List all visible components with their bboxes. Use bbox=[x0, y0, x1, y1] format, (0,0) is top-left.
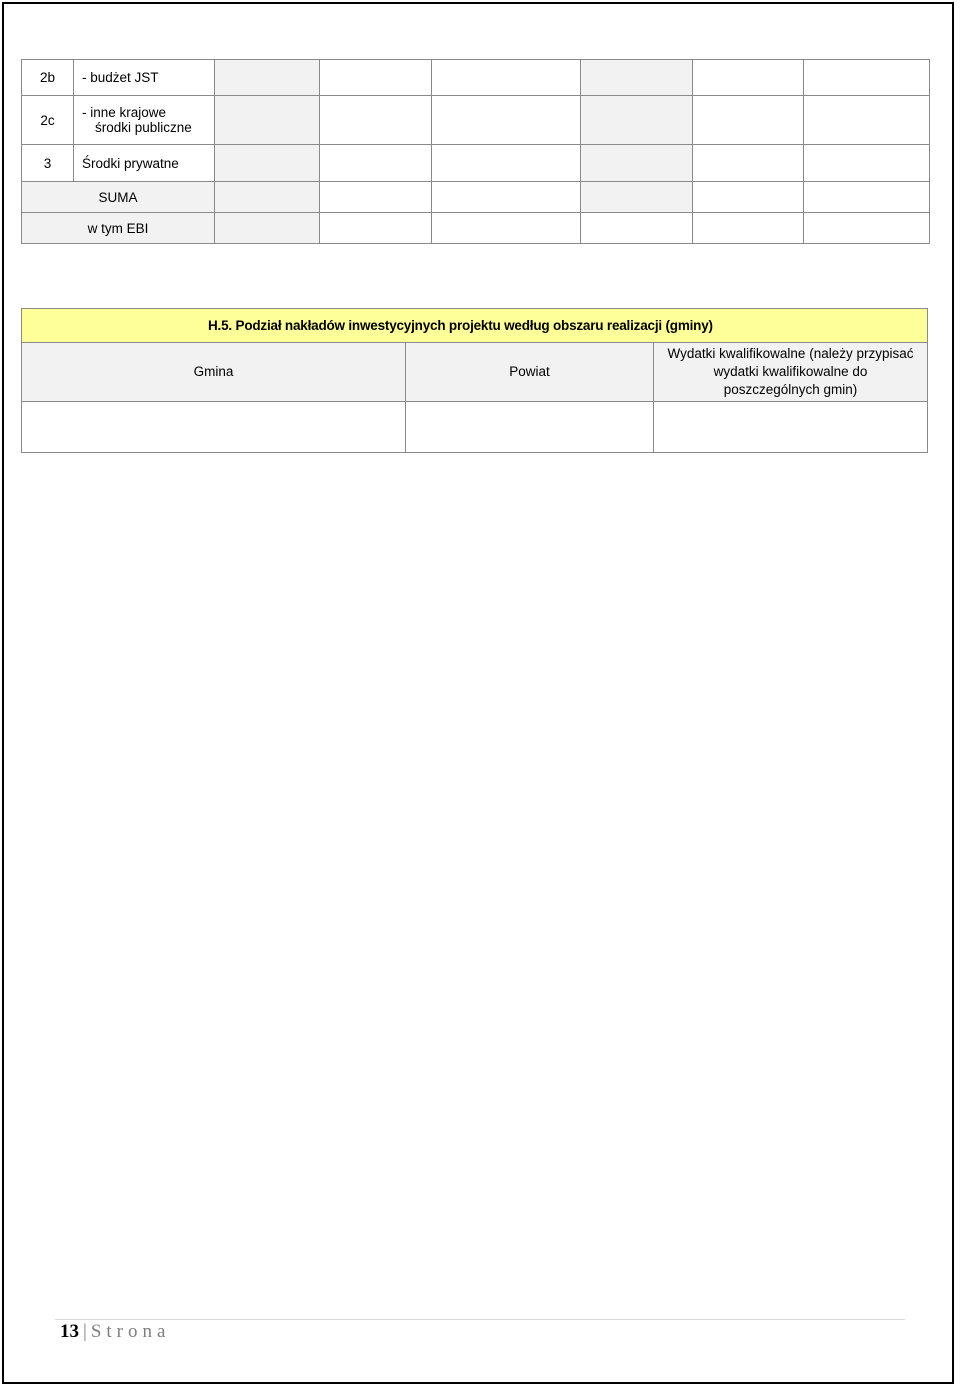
funding-table bbox=[21, 59, 930, 244]
gmina-cell[interactable] bbox=[22, 402, 406, 453]
table-cell[interactable] bbox=[432, 182, 581, 213]
column-header-gmina: Gmina bbox=[22, 343, 406, 402]
table-row bbox=[22, 60, 930, 96]
table-cell[interactable] bbox=[215, 182, 320, 213]
row-label: - budżet JST bbox=[74, 60, 215, 96]
table-row bbox=[22, 213, 930, 244]
suma-label: SUMA bbox=[22, 182, 215, 213]
column-header-wydatki: Wydatki kwalifikowalne (należy przypisać wydatki kwalifikowalne do poszczególnych gmin) bbox=[654, 343, 928, 402]
table-cell[interactable] bbox=[581, 60, 693, 96]
footer-separator: | bbox=[83, 1321, 87, 1342]
row-label: Środki prywatne bbox=[74, 145, 215, 182]
row-id: 2c bbox=[22, 96, 74, 145]
row-label-line1: - inne krajowe bbox=[82, 105, 167, 120]
table-cell[interactable] bbox=[581, 145, 693, 182]
section-title bbox=[22, 309, 928, 343]
table-cell[interactable] bbox=[693, 182, 804, 213]
table-cell[interactable] bbox=[215, 213, 320, 244]
table-cell[interactable] bbox=[693, 213, 804, 244]
table-row bbox=[22, 96, 930, 145]
table-cell[interactable] bbox=[804, 182, 930, 213]
table-cell[interactable] bbox=[693, 145, 804, 182]
h5-table bbox=[21, 308, 928, 453]
page-footer bbox=[60, 1321, 170, 1343]
table-cell[interactable] bbox=[320, 145, 432, 182]
table-cell[interactable] bbox=[320, 96, 432, 145]
table-cell[interactable] bbox=[215, 145, 320, 182]
table-cell[interactable] bbox=[320, 182, 432, 213]
table-cell[interactable] bbox=[804, 96, 930, 145]
table-cell[interactable] bbox=[804, 60, 930, 96]
page-label: Strona bbox=[90, 1321, 171, 1342]
row-label-line2: środki publiczne bbox=[95, 120, 192, 135]
table-cell[interactable] bbox=[320, 213, 432, 244]
row-id: 3 bbox=[22, 145, 74, 182]
table-cell[interactable] bbox=[215, 60, 320, 96]
table-cell[interactable] bbox=[804, 213, 930, 244]
row-id: 2b bbox=[22, 60, 74, 96]
table-cell[interactable] bbox=[432, 145, 581, 182]
table-row bbox=[22, 402, 928, 453]
table-row bbox=[22, 145, 930, 182]
table-row bbox=[22, 309, 928, 343]
table-cell[interactable] bbox=[693, 60, 804, 96]
table-row bbox=[22, 182, 930, 213]
table-cell[interactable] bbox=[581, 96, 693, 145]
row-label bbox=[74, 96, 215, 145]
page-number: 13 bbox=[60, 1321, 79, 1342]
powiat-cell[interactable] bbox=[406, 402, 654, 453]
table-cell[interactable] bbox=[581, 182, 693, 213]
table-header-row bbox=[22, 343, 928, 402]
footer-divider bbox=[55, 1319, 905, 1320]
table-cell[interactable] bbox=[432, 213, 581, 244]
table-cell[interactable] bbox=[432, 60, 581, 96]
wydatki-cell[interactable] bbox=[654, 402, 928, 453]
section-title-text: H.5. Podział nakładów inwestycyjnych projektu według obszaru realizacji (gminy) bbox=[208, 318, 713, 333]
table-cell[interactable] bbox=[320, 60, 432, 96]
column-header-powiat: Powiat bbox=[406, 343, 654, 402]
table-cell[interactable] bbox=[432, 96, 581, 145]
table-cell[interactable] bbox=[215, 96, 320, 145]
table-cell[interactable] bbox=[693, 96, 804, 145]
table-cell[interactable] bbox=[804, 145, 930, 182]
ebi-label: w tym EBI bbox=[22, 213, 215, 244]
table-cell[interactable] bbox=[581, 213, 693, 244]
